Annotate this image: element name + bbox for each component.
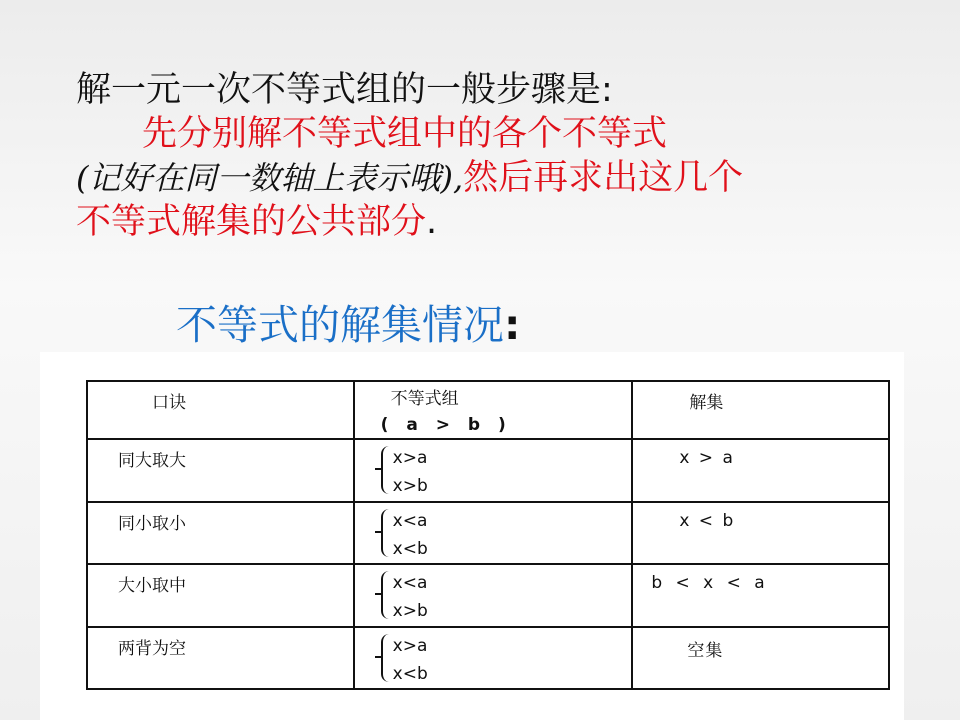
intro-line-4 — [76, 200, 936, 244]
intro-line-3 — [76, 156, 936, 200]
header-cell-mnemonic: 口诀 — [87, 381, 354, 439]
inequality-1: x>a — [392, 635, 428, 656]
mnemonic-cell: 两背为空 — [87, 627, 354, 689]
header-cell-solution: 解集 — [632, 381, 889, 439]
brace-icon — [381, 634, 393, 682]
inequality-1: x<a — [392, 573, 428, 594]
table-row — [87, 439, 889, 501]
intro-line-3-red: 然后再求出这几个 — [463, 158, 744, 198]
intro-text-block — [76, 68, 936, 244]
inequality-1: x>a — [392, 448, 428, 469]
header-cell-system — [354, 381, 633, 439]
inequality-2: x<b — [392, 538, 428, 559]
table-row — [87, 627, 889, 689]
intro-line-4-period: . — [426, 202, 438, 242]
mnemonic-cell: 大小取中 — [87, 564, 354, 626]
table-header-row — [87, 381, 889, 439]
mnemonic-cell: 同小取小 — [87, 502, 354, 564]
system-cell — [354, 439, 633, 501]
solution-cell: x < b — [632, 502, 889, 564]
subheading — [176, 292, 520, 351]
solution-cell: 空集 — [632, 627, 889, 689]
solution-cell: x > a — [632, 439, 889, 501]
brace-icon — [381, 446, 393, 494]
intro-line-4-red: 不等式解集的公共部分 — [76, 202, 427, 242]
brace-icon — [381, 509, 393, 557]
inequality-2: x<b — [392, 663, 428, 684]
mnemonic-cell: 同大取大 — [87, 439, 354, 501]
header-system-note: ( a > b ) — [380, 415, 512, 435]
system-cell — [354, 502, 633, 564]
system-cell — [354, 627, 633, 689]
inequality-2: x>b — [392, 601, 428, 622]
table-panel — [40, 352, 904, 720]
subheading-colon: : — [504, 301, 521, 349]
subheading-text: 不等式的解集情况 — [176, 301, 504, 349]
intro-line-1: 解一元一次不等式组的一般步骤是: — [76, 70, 613, 110]
intro-parenthetical: (记好在同一数轴上表示哦), — [76, 159, 464, 197]
brace-icon — [381, 571, 393, 619]
inequality-2: x>b — [392, 476, 428, 497]
solution-set-table — [86, 380, 890, 690]
header-system-label: 不等式组 — [390, 389, 459, 409]
table-row — [87, 564, 889, 626]
intro-line-2: 先分别解不等式组中的各个不等式 — [142, 114, 668, 154]
solution-cell: b < x < a — [632, 564, 889, 626]
table-row — [87, 502, 889, 564]
system-cell — [354, 564, 633, 626]
inequality-1: x<a — [392, 510, 428, 531]
